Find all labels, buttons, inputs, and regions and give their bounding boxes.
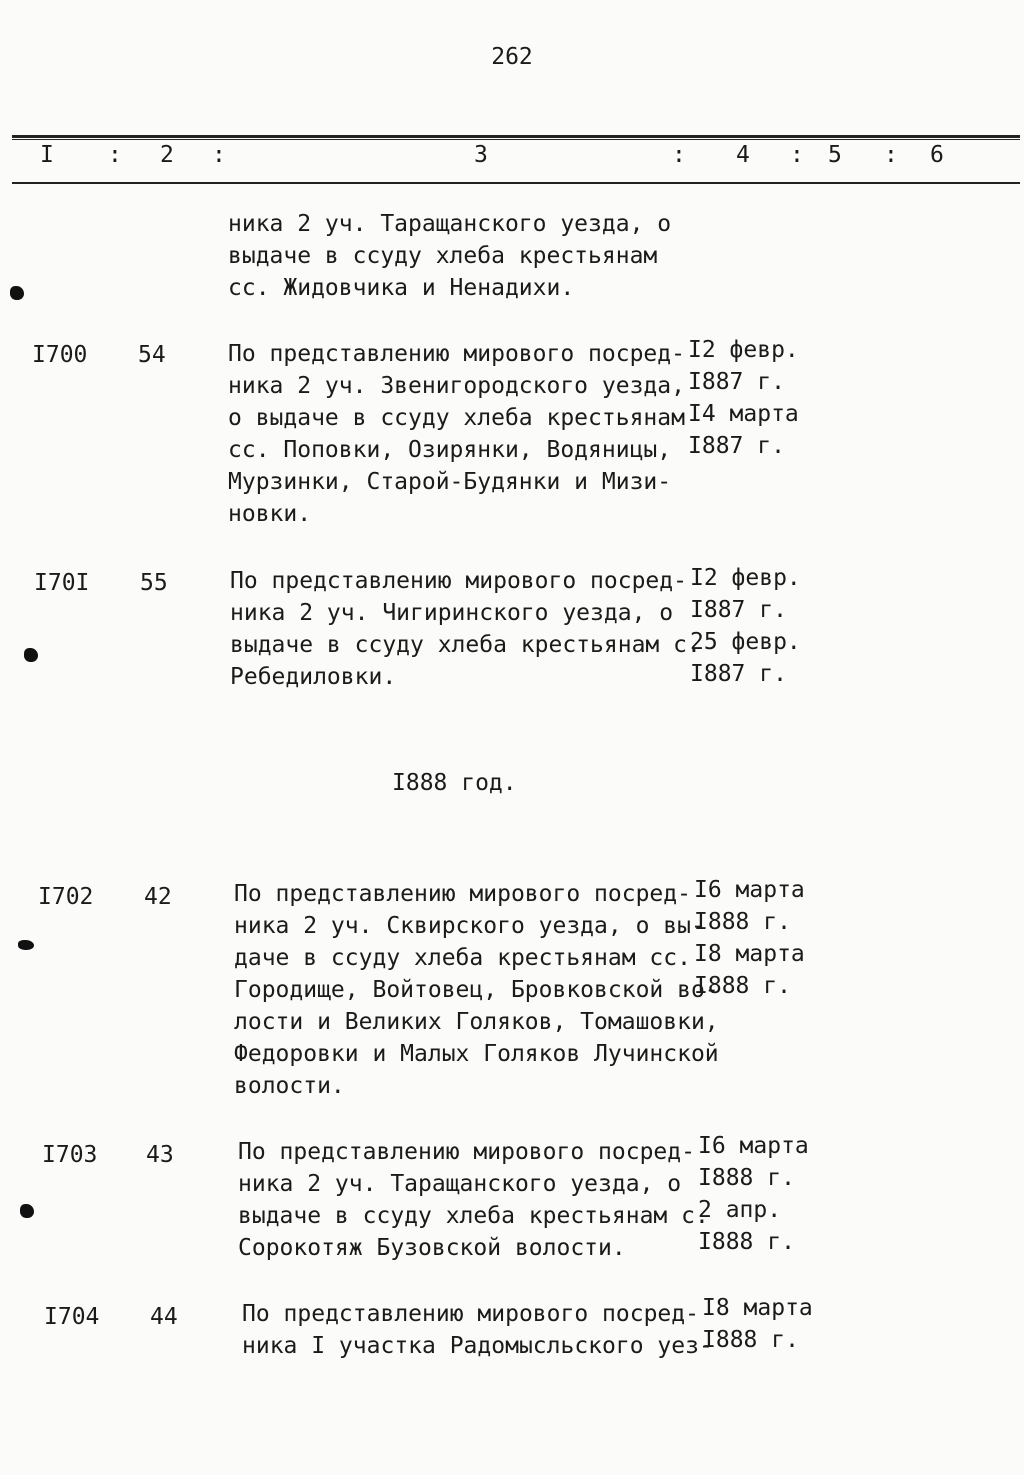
- text-line: сс. Поповки, Озирянки, Водяницы,: [228, 437, 672, 463]
- text-line: ника 2 уч. Чигиринского уезда, о: [230, 600, 674, 626]
- punch-mark: [24, 648, 38, 662]
- punch-mark: [18, 940, 34, 950]
- text-line: По представлению мирового посред-: [238, 1139, 695, 1165]
- entry-text: [230, 565, 701, 693]
- entry-number: I70I: [34, 570, 90, 596]
- entry-number: I700: [32, 342, 88, 368]
- entry-text: [238, 1136, 709, 1264]
- text-line: ника 2 уч. Таращанского уезда, о: [238, 1171, 682, 1197]
- entry-sheet: 42: [144, 884, 172, 910]
- entry-sheet: 43: [146, 1142, 174, 1168]
- col-sep-3: :: [672, 142, 686, 168]
- date-line: I6 марта: [694, 877, 805, 903]
- text-line: Сорокотяж Бузовской волости.: [238, 1235, 626, 1261]
- entry-dates: [690, 562, 801, 690]
- date-line: I2 февр.: [690, 565, 801, 591]
- text-line: новки.: [228, 501, 312, 527]
- date-line: I887 г.: [690, 597, 787, 623]
- text-line: Федоровки и Малых Голяков Лучинской: [234, 1041, 719, 1067]
- text-line: ника 2 уч. Звенигородского уезда,: [228, 373, 685, 399]
- text-line: ника 2 уч. Таращанского уезда, о: [228, 211, 672, 237]
- entry-text: [242, 1298, 713, 1362]
- punch-mark: [20, 1204, 34, 1218]
- text-line: Городище, Войтовец, Бровковской во-: [234, 977, 719, 1003]
- col-sep-2: :: [212, 142, 226, 168]
- col-header-4: 4: [736, 142, 750, 168]
- punch-mark: [10, 286, 24, 300]
- text-line: ника I участка Радомысльского уез-: [242, 1333, 713, 1359]
- col-header-2: 2: [160, 142, 174, 168]
- entry-dates: [688, 334, 799, 462]
- entry-text: [228, 338, 685, 530]
- date-line: I6 марта: [698, 1133, 809, 1159]
- date-line: I887 г.: [690, 661, 787, 687]
- text-line: о выдаче в ссуду хлеба крестьянам: [228, 405, 685, 431]
- date-line: I887 г.: [688, 369, 785, 395]
- text-line: выдаче в ссуду хлеба крестьянам с.: [238, 1203, 709, 1229]
- entry-number: I703: [42, 1142, 98, 1168]
- text-line: лости и Великих Голяков, Томашовки,: [234, 1009, 719, 1035]
- text-line: По представлению мирового посред-: [234, 881, 691, 907]
- col-header-6: 6: [930, 142, 944, 168]
- header-rule-bottom: [12, 182, 1020, 184]
- date-line: I888 г.: [698, 1229, 795, 1255]
- entry-dates: [694, 874, 805, 1002]
- date-line: I888 г.: [694, 909, 791, 935]
- col-header-3: 3: [474, 142, 488, 168]
- text-line: даче в ссуду хлеба крестьянам сс.: [234, 945, 691, 971]
- date-line: I888 г.: [702, 1327, 799, 1353]
- intro-text: [228, 208, 671, 304]
- col-header-1: I: [40, 142, 54, 168]
- entry-sheet: 54: [138, 342, 166, 368]
- text-line: сс. Жидовчика и Ненадихи.: [228, 275, 575, 301]
- col-sep-4: :: [790, 142, 804, 168]
- text-line: ника 2 уч. Сквирского уезда, о вы-: [234, 913, 705, 939]
- entry-text: [234, 878, 719, 1102]
- entry-sheet: 55: [140, 570, 168, 596]
- year-heading: I888 год.: [392, 770, 517, 796]
- date-line: I2 февр.: [688, 337, 799, 363]
- date-line: I8 марта: [702, 1295, 813, 1321]
- entry-sheet: 44: [150, 1304, 178, 1330]
- text-line: Ребедиловки.: [230, 664, 397, 690]
- date-line: I887 г.: [688, 433, 785, 459]
- entry-number: I702: [38, 884, 94, 910]
- entry-dates: [698, 1130, 809, 1258]
- text-line: По представлению мирового посред-: [242, 1301, 699, 1327]
- entry-dates: [702, 1292, 813, 1356]
- text-line: выдаче в ссуду хлеба крестьянам: [228, 243, 658, 269]
- col-sep-1: :: [108, 142, 122, 168]
- header-rule-top: [12, 135, 1020, 138]
- page-number: 262: [491, 44, 533, 70]
- date-line: 2 апр.: [698, 1197, 782, 1223]
- text-line: волости.: [234, 1073, 345, 1099]
- date-line: I4 марта: [688, 401, 799, 427]
- text-line: По представлению мирового посред-: [230, 568, 687, 594]
- date-line: I888 г.: [694, 973, 791, 999]
- header-rule-top-thin: [12, 139, 1020, 140]
- date-line: I8 марта: [694, 941, 805, 967]
- text-line: Мурзинки, Старой-Будянки и Мизи-: [228, 469, 672, 495]
- date-line: 25 февр.: [690, 629, 801, 655]
- text-line: выдаче в ссуду хлеба крестьянам с.: [230, 632, 701, 658]
- col-sep-5: :: [884, 142, 898, 168]
- text-line: По представлению мирового посред-: [228, 341, 685, 367]
- date-line: I888 г.: [698, 1165, 795, 1191]
- col-header-5: 5: [828, 142, 842, 168]
- entry-number: I704: [44, 1304, 100, 1330]
